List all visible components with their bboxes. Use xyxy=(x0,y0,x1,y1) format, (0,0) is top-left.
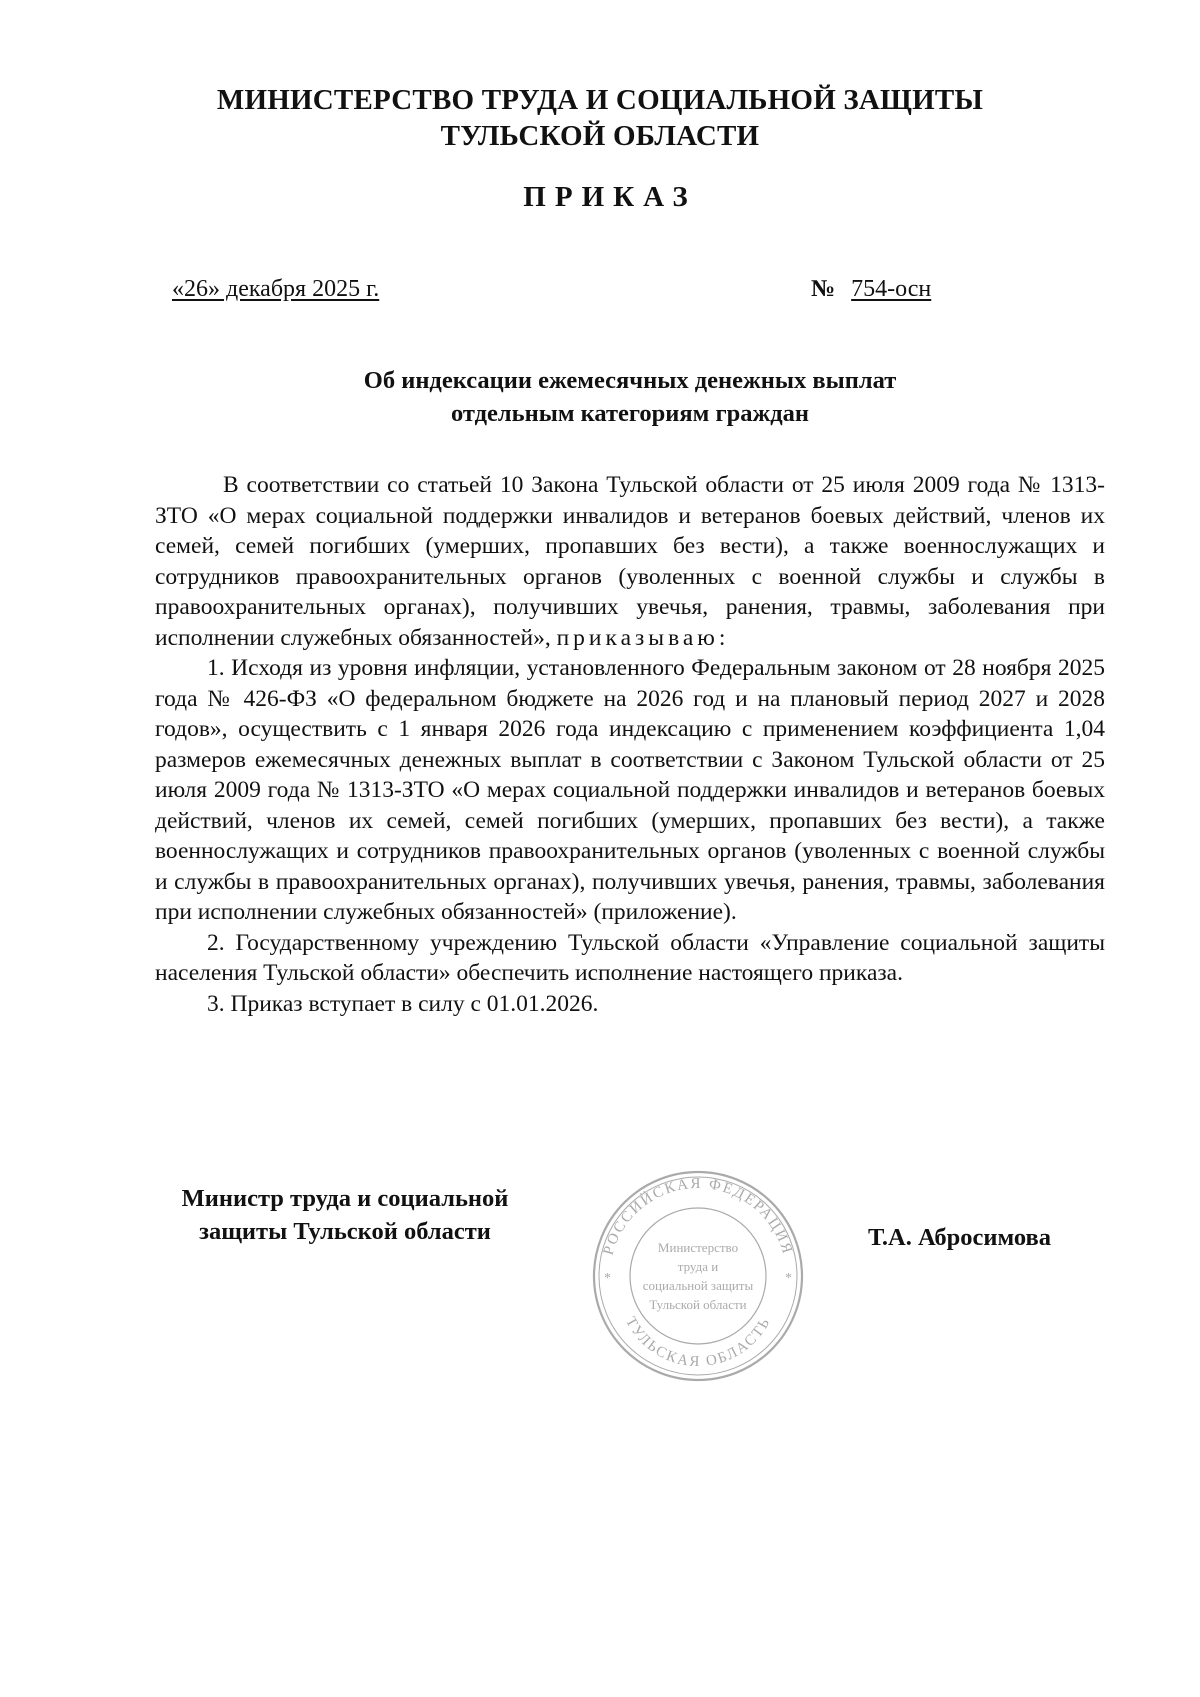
order-body xyxy=(155,470,1105,1019)
signatory-name: Т.А. Абросимова xyxy=(868,1224,1052,1251)
order-item-2: 2. Государственному учреждению Тульской области «Управление социальной защиты населения Тульской области» обеспечить исполнение настоящего приказа. xyxy=(155,929,1105,986)
preamble-text: В соответствии со статьей 10 Закона Тульской области от 25 июля 2009 года № 1313-ЗТО «О мерах социальной поддержки инвалидов и ветеранов боевых действий, членов их семей, семей погибших (умерших, пропавших без вести), а также военнослужащих и сотрудников правоохранительных органов (уволенных с военной службы и службы в правоохранительных органах), получивших увечья, ранения, травмы, заболевания при исполнении служебных обязанностей», xyxy=(155,472,1105,651)
preamble-paragraph xyxy=(155,470,1105,653)
order-number-block xyxy=(811,276,931,303)
subject-line1: Об индексации ежемесячных денежных выплат xyxy=(363,367,897,394)
document-type-title: ПРИКАЗ xyxy=(523,181,697,213)
seal-inner-line1: Министерство xyxy=(657,1240,739,1255)
order-number-label: № xyxy=(811,276,836,302)
seal-inner-ring xyxy=(630,1208,766,1344)
seal-star-right: * xyxy=(785,1271,792,1286)
official-seal xyxy=(588,1166,808,1386)
seal-outer-ring xyxy=(594,1172,802,1380)
order-item-1: 1. Исходя из уровня инфляции, установленного Федеральным законом от 28 ноября 2025 года № 426-ФЗ «О федеральном бюджете на 2026 год и на плановый период 2027 и 2028 годов», осуществить с 1 января 2026 года индексацию с применением коэффициента 1,04 размеров ежемесячных денежных выплат в соответствии с Законом Тульской области от 25 июля 2009 года № 1313-ЗТО «О мерах социальной поддержки инвалидов и ветеранов боевых действий, членов их семей, семей погибших (умерших, пропавших без вести), а также военнослужащих и сотрудников правоохранительных органов (уволенных с военной службы и службы в правоохранительных органах), получивших увечья, ранения, травмы, заболевания при исполнении служебных обязанностей» (приложение). xyxy=(155,655,1105,925)
ministry-header xyxy=(0,82,1200,154)
seal-text-top-path: РОССИЙСКАЯ ФЕДЕРАЦИЯ xyxy=(600,1175,796,1258)
signatory-title-line1: Министр труда и социальной xyxy=(181,1185,509,1212)
seal-inner-line4: Тульской области xyxy=(649,1297,747,1312)
ministry-name-line1: МИНИСТЕРСТВО ТРУДА И СОЦИАЛЬНОЙ ЗАЩИТЫ xyxy=(216,84,984,116)
seal-star-left: * xyxy=(604,1271,611,1286)
signatory-title-line2: защиты Тульской области xyxy=(199,1218,491,1245)
order-number: 754-осн xyxy=(851,276,932,302)
order-subject xyxy=(260,364,1000,430)
seal-inner-line3: социальной защиты xyxy=(642,1278,754,1293)
signatory-title xyxy=(150,1182,540,1248)
ministry-name-line2: ТУЛЬСКОЙ ОБЛАСТИ xyxy=(440,120,760,152)
order-date: «26» декабря 2025 г. xyxy=(172,276,380,302)
order-item-3: 3. Приказ вступает в силу с 01.01.2026. xyxy=(207,990,599,1017)
subject-line2: отдельным категориям граждан xyxy=(450,400,810,427)
seal-text-bottom xyxy=(622,1314,774,1370)
decree-word: приказываю: xyxy=(556,624,730,651)
seal-inner-line2: труда и xyxy=(677,1259,719,1274)
seal-text-bottom-path: ТУЛЬСКАЯ ОБЛАСТЬ xyxy=(621,1314,774,1371)
